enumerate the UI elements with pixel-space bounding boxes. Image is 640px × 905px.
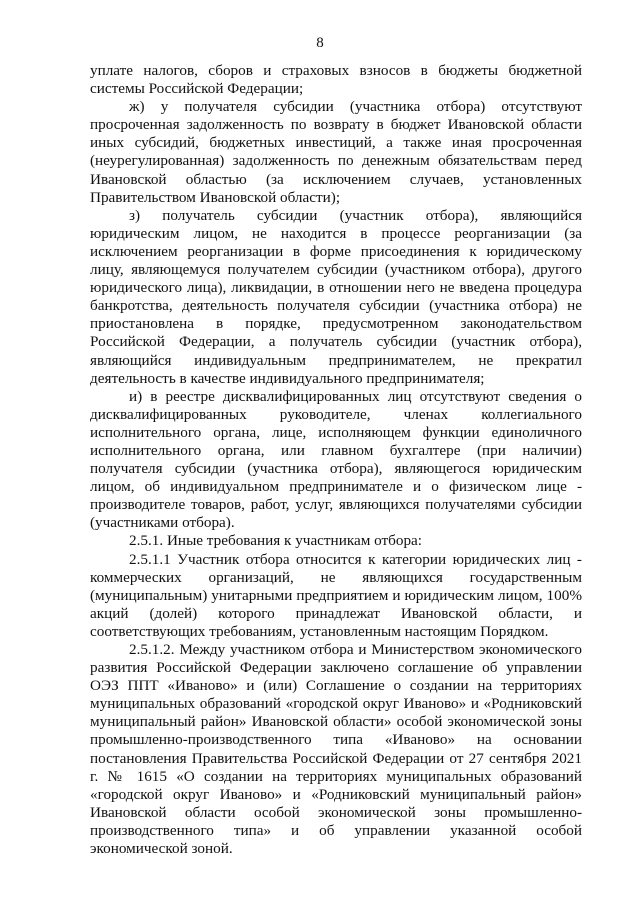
paragraph-tax-continuation: уплате налогов, сборов и страховых взносов в бюджеты бюджетной системы Российской Федерации; [90,62,582,98]
paragraph-2-5-1: 2.5.1. Иные требования к участникам отбора: [129,532,423,550]
paragraph-2-5-1-2: 2.5.1.2. Между участником отбора и Министерством экономического развития Российской Федерации заключено соглашение об управлении ОЭЗ ППТ «Иваново» и (или) Соглашение о создании на территориях муниципальных образований «городской округ Иваново» и «Родниковский муниципальный район» Ивановской области» особой экономической зоны промышленно-производственного типа «Иваново» на основании постановления Правительства Российской Федерации от 27 сентября 2021 г. № 1615 «О создании на территориях муниципальных образований «городской округ Иваново» и «Родниковский муниципальный район» Ивановской области особой экономической зоны промышленно-производственного типа» и об управлении указанной особой экономической зоной. [90,641,582,858]
page-number: 8 [316,35,324,51]
paragraph-item-i: и) в реестре дисквалифицированных лиц отсутствуют сведения о дисквалифицированных руководителе, членах коллегиального исполнительного органа, лице, исполняющем функции единоличного исполнительного органа, или главном бухгалтере (при наличии) получателя субсидии (участника отбора), являющегося юридическим лицом, об индивидуальном предпринимателе и о физическом лице - производителе товаров, работ, услуг, являющихся получателями субсидии (участниками отбора). [90,387,582,532]
paragraph-2-5-1-1: 2.5.1.1 Участник отбора относится к категории юридических лиц - коммерческих организаций, не являющихся государственным (муниципальным) унитарными предприятием и юридическим лицом, 100% акций (долей) которого принадлежат Ивановской области, и соответствующих требованиям, установленным настоящим Порядком. [90,550,582,640]
document-body [90,62,582,858]
paragraph-item-z: з) получатель субсидии (участник отбора), являющийся юридическим лицом, не находится в процессе реорганизации (за исключением реорганизации в форме присоединения к юридическому лицу, являющемуся получателем субсидии (участником отбора), другого юридического лица), ликвидации, в отношении него не введена процедура банкротства, деятельность получателя субсидии (участника отбора) не приостановлена в порядке, предусмотренном законодательством Российской Федерации, а получатель субсидии (участник отбора), являющийся индивидуальным предпринимателем, не прекратил деятельность в качестве индивидуального предпринимателя; [90,206,582,387]
paragraph-item-zh: ж) у получателя субсидии (участника отбора) отсутствуют просроченная задолженность по возврату в бюджет Ивановской области иных субсидий, бюджетных инвестиций, а также иная просроченная (неурегулированная) задолженность по денежным обязательствам перед Ивановской областью (за исключением случаев, установленных Правительством Ивановской области); [90,98,582,206]
